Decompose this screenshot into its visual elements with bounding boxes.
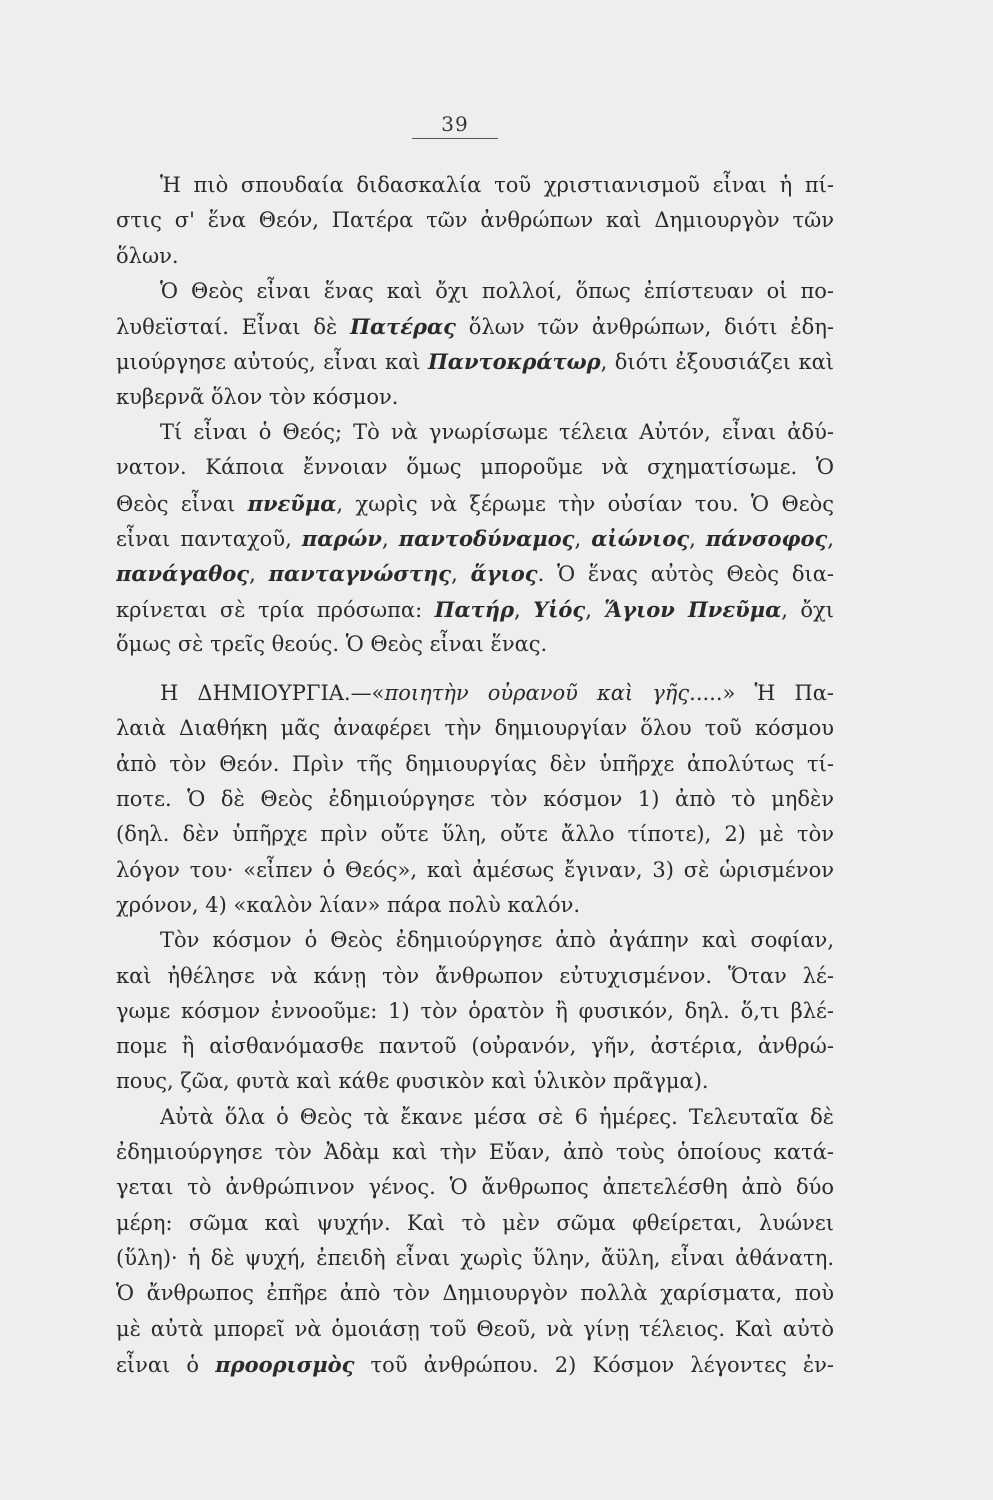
text-line: μὲ αὐτὰ μπορεῖ νὰ ὁμοιάσῃ τοῦ Θεοῦ, νὰ γίνῃ τέλειος. Καὶ αὐτὸ <box>116 1316 834 1341</box>
text-line: Ἡ πιὸ σπουδαία διδασκαλία τοῦ χριστιανισμοῦ εἶναι ἡ πί- <box>160 173 834 197</box>
text-line: Τί εἶναι ὁ Θεός; Τὸ νὰ γνωρίσωμε τέλεια Αὐτόν, εἶναι ἀδύ- <box>160 420 834 445</box>
text-line: Τὸν κόσμον ὁ Θεὸς ἐδημιούργησε ἀπὸ ἀγάπην καὶ σοφίαν, <box>160 928 834 953</box>
text-line: Ὁ ἄνθρωπος ἐπῆρε ἀπὸ τὸν Δημιουργὸν πολλὰ χαρίσματα, ποὺ <box>116 1281 834 1306</box>
section-heading-line: Η ΔΗΜΙΟΥΡΓΙΑ.—«ποιητὴν οὐρανοῦ καὶ γῆς.....» Ἡ Πα- <box>160 681 834 706</box>
text-line: (δηλ. δὲν ὑπῆρχε πρὶν οὔτε ὕλη, οὔτε ἄλλο τίποτε), 2) μὲ τὸν <box>116 822 834 847</box>
text-line: χρόνον, 4) «καλὸν λίαν» πάρα πολὺ καλόν. <box>116 892 581 917</box>
text-line: νατον. Κάποια ἔννοιαν ὅμως μποροῦμε νὰ σχηματίσωμε. Ὁ <box>116 455 834 480</box>
text-line: μέρη: σῶμα καὶ ψυχήν. Καὶ τὸ μὲν σῶμα φθείρεται, λυώνει <box>116 1210 834 1235</box>
text-line: γωμε κόσμον ἐννοοῦμε: 1) τὸν ὁρατὸν ἢ φυσικόν, δηλ. ὅ,τι βλέ- <box>116 998 834 1023</box>
body-text <box>116 168 834 1382</box>
text-line: καὶ ἠθέλησε νὰ κάνῃ τὸν ἄνθρωπον εὐτυχισμένον. Ὅταν λέ- <box>116 963 834 988</box>
page-number: 39 <box>412 112 498 139</box>
text-line: στις σ' ἕνα Θεόν, Πατέρα τῶν ἀνθρώπων καὶ Δημιουργὸν τῶν <box>116 208 834 233</box>
text-line: Ὁ Θεὸς εἶναι ἕνας καὶ ὄχι πολλοί, ὅπως ἐπίστευαν οἱ πο- <box>160 278 834 303</box>
text-line: λόγον του· «εἶπεν ὁ Θεός», καὶ ἀμέσως ἔγιναν, 3) σὲ ὡρισμένον <box>116 857 834 882</box>
text-line: λαιὰ Διαθήκη μᾶς ἀναφέρει τὴν δημιουργίαν ὅλου τοῦ κόσμου <box>116 716 834 741</box>
text-line: Θεὸς εἶναι πνεῦμα, χωρὶς νὰ ξέρωμε τὴν οὐσίαν του. Ὁ Θεὸς <box>116 490 834 516</box>
text-line: Αὐτὰ ὅλα ὁ Θεὸς τὰ ἔκανε μέσα σὲ 6 ἡμέρες. Τελευταῖα δὲ <box>160 1104 834 1129</box>
text-line: ὅλων. <box>116 243 179 268</box>
text-line: ποτε. Ὁ δὲ Θεὸς ἐδημιούργησε τὸν κόσμον 1) ἀπὸ τὸ μηδὲν <box>116 787 834 812</box>
text-line: εἶναι ὁ προορισμὸς τοῦ ἀνθρώπου. 2) Κόσμον λέγοντες ἐν- <box>116 1351 834 1377</box>
text-line: (ὕλη)· ἡ δὲ ψυχή, ἐπειδὴ εἶναι χωρὶς ὕλην, ἄϋλη, εἶναι ἀθάνατη. <box>116 1245 834 1270</box>
text-line: λυθεϊσταί. Εἶναι δὲ Πατέρας ὅλων τῶν ἀνθρώπων, διότι ἐδη- <box>116 314 834 340</box>
text-line: κρίνεται σὲ τρία πρόσωπα: Πατήρ, Υἱός, Ἅγιον Πνεῦμα, ὄχι <box>116 596 834 622</box>
text-line: πους, ζῶα, φυτὰ καὶ κάθε φυσικὸν καὶ ὑλικὸν πρᾶγμα). <box>116 1069 709 1094</box>
text-line: γεται τὸ ἀνθρώπινον γένος. Ὁ ἄνθρωπος ἀπετελέσθη ἀπὸ δύο <box>116 1175 834 1200</box>
text-line: ὅμως σὲ τρεῖς θεούς. Ὁ Θεὸς εἶναι ἕνας. <box>116 631 548 656</box>
text-line: μιούργησε αὐτούς, εἶναι καὶ Παντοκράτωρ, διότι ἐξουσιάζει καὶ <box>116 349 834 375</box>
text-line: κυβερνᾶ ὅλον τὸν κόσμον. <box>116 384 399 409</box>
text-line: ἀπὸ τὸν Θεόν. Πρὶν τῆς δημιουργίας δὲν ὑπῆρχε ἀπολύτως τί- <box>116 751 834 776</box>
text-line: πανάγαθος, πανταγνώστης, ἅγιος. Ὁ ἕνας αὐτὸς Θεὸς δια- <box>116 561 834 587</box>
text-line: πομε ἢ αἰσθανόμασθε παντοῦ (οὐρανόν, γῆν, ἀστέρια, ἀνθρώ- <box>116 1034 834 1059</box>
text-line: ἐδημιούργησε τὸν Ἀδὰμ καὶ τὴν Εὔαν, ἀπὸ τοὺς ὁποίους κατά- <box>116 1140 834 1165</box>
text-line: εἶναι πανταχοῦ, παρών, παντοδύναμος, αἰώνιος, πάνσοφος, <box>116 525 834 551</box>
